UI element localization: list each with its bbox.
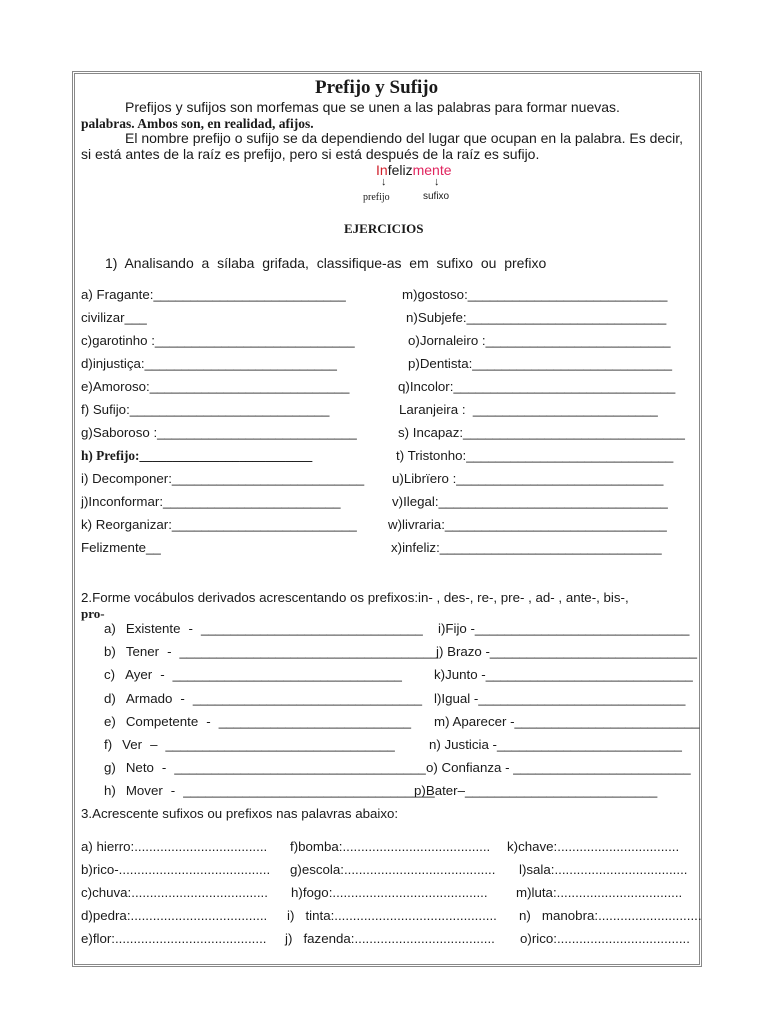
answer-blank[interactable]: ______________________________ (200, 621, 423, 636)
ex1-left-item (81, 540, 161, 555)
intro-line-1: Prefijos y sufijos son morfemas que se unen a las palabras para formar nuevas. (125, 99, 620, 115)
ex2-letter: e) (104, 713, 116, 729)
ex2-sep: - (206, 713, 211, 729)
arrow-down-icon: ↓ (434, 176, 440, 188)
ex2-right-item: o) Confianza - ________________________ (426, 760, 691, 776)
ex2-word: Tener (125, 644, 160, 660)
ex1-right-item (402, 287, 667, 302)
ex1-right-item (398, 379, 675, 394)
ex2-word: Neto (125, 760, 154, 776)
arrow-down-icon: ↓ (381, 176, 387, 188)
ex1-word: m)gostoso: (402, 287, 468, 302)
ex1-right-item (388, 517, 667, 532)
ex2-left-item (104, 621, 423, 636)
page-title: Prefijo y Sufijo (315, 77, 439, 98)
ex3-item: o)rico:.................................... (520, 931, 690, 947)
ex1-word: w)livraria: (388, 517, 445, 532)
answer-blank[interactable]: _________________________ (171, 517, 357, 532)
ex2-letter: d) (104, 690, 116, 706)
ex2-word: Competente (125, 713, 199, 729)
ex2-left-item (104, 644, 438, 659)
ex2-sep: - (170, 783, 176, 799)
answer-blank[interactable]: ____________________________ (466, 448, 674, 463)
ex2-left-item (104, 737, 395, 752)
ex1-word: v)Ilegal: (392, 494, 439, 509)
ex2-left-item (104, 691, 422, 706)
example-suffix-label: sufixo (423, 191, 450, 202)
ex1-left-item (81, 448, 312, 464)
example-word (376, 162, 452, 178)
ex3-item: c)chuva:..................................... (81, 885, 268, 901)
ex2-letter: h) (104, 783, 116, 799)
ex1-right-item (392, 494, 668, 509)
answer-blank[interactable]: ______________________________ (453, 379, 676, 394)
ex1-word: t) Tristonho: (396, 448, 467, 463)
ex1-left-item (81, 494, 341, 509)
ex1-left-item (81, 471, 364, 486)
ex2-letter: c) (104, 667, 116, 683)
answer-blank[interactable]: __________________________ (171, 471, 365, 486)
ex1-right-item (398, 425, 685, 440)
answer-blank[interactable]: __________________________ (153, 287, 346, 302)
answer-blank[interactable]: ______________________________ (444, 517, 667, 532)
ex2-sep: - (180, 690, 185, 706)
intro-line-2: palabras. Ambos son, en realidad, afijos. (81, 116, 314, 131)
answer-blank[interactable]: ___ (124, 310, 147, 325)
ex1-word: x)infeliz: (391, 540, 440, 555)
ex2-instruction: 2.Forme vocábulos derivados acrescentando os prefixos:in- , des-, re-, pre- , ad- , ante-, bis-, (81, 590, 629, 605)
ex3-item: b)rico-......................................... (81, 862, 271, 878)
ex1-right-item (408, 356, 672, 371)
ex2-right-item: p)Bater–__________________________ (414, 783, 658, 799)
ex1-word: e)Amoroso: (81, 379, 150, 394)
answer-blank[interactable]: _______________________________ (192, 690, 423, 706)
answer-blank[interactable]: _________________________ (485, 333, 671, 348)
ejercicios-heading: EJERCICIOS (344, 221, 424, 236)
ex3-item: i) tinta:............................................ (287, 908, 497, 924)
answer-blank[interactable]: __ (146, 540, 161, 555)
ex1-word: o)Jornaleiro : (408, 333, 486, 348)
ex3-item: a) hierro:.................................... (81, 839, 268, 854)
ex1-left-item (81, 379, 349, 394)
answer-blank[interactable]: __________________________ (139, 448, 313, 463)
ex3-item: e)flor:......................................... (81, 931, 267, 947)
ex3-item: m)luta:.................................. (516, 885, 683, 901)
ex1-word: j)Inconformar: (81, 494, 164, 509)
ex2-right-item: m) Aparecer -_________________________ (434, 713, 700, 729)
ex2-sep: - (161, 760, 167, 776)
ex2-word: Armado (125, 690, 173, 706)
answer-blank[interactable]: ___________________________ (472, 356, 672, 371)
ex2-right-item: j) Brazo -____________________________ (436, 644, 697, 660)
ex2-letter: a) (104, 621, 116, 636)
ex2-sep: - (188, 621, 193, 636)
ex3-item: g)escola:......................................... (290, 862, 496, 878)
ex1-instruction: 1) Analisando a sílaba grifada, classifique-as em sufixo ou prefixo (105, 255, 547, 271)
ex1-word: a) Fragante: (81, 287, 154, 302)
ex1-word: k) Reorganizar: (81, 517, 172, 532)
answer-blank[interactable]: ___________________________ (154, 333, 355, 348)
answer-blank[interactable]: __________________________________ (174, 760, 426, 776)
ex2-right-item: n) Justicia -_________________________ (429, 737, 682, 752)
ex1-right-item (396, 448, 673, 463)
ex2-right-item: i)Fijo -_____________________________ (438, 621, 690, 636)
ex1-right-item (399, 402, 658, 417)
answer-blank[interactable]: ______________________________ (439, 540, 662, 555)
ex1-word: g)Saboroso : (81, 425, 158, 440)
ex2-word: Ayer (125, 667, 153, 683)
ex2-right-item: k)Junto -____________________________ (434, 667, 693, 683)
answer-blank[interactable]: __________________________ (218, 713, 411, 729)
answer-blank[interactable]: ______________________________ (463, 425, 685, 440)
ex3-item: h)fogo:.......................................... (291, 885, 488, 901)
answer-blank[interactable]: __________________________________ (183, 783, 435, 799)
ex2-instruction-end: pro- (81, 606, 105, 621)
ex1-left-item (81, 517, 357, 532)
example-root: feliz (387, 162, 413, 178)
ex1-left-item (81, 333, 355, 348)
ex1-word: civilizar (81, 310, 125, 325)
ex2-sep: - (160, 667, 165, 683)
ex1-word: q)Incolor: (398, 379, 454, 394)
answer-blank[interactable]: ________________________ (163, 494, 341, 509)
answer-blank[interactable]: _________________________ (465, 402, 658, 417)
ex2-word: Ver (122, 737, 143, 752)
ex1-left-item (81, 310, 147, 325)
ex1-word: d)injustiça: (81, 356, 145, 371)
ex2-letter: f) (104, 737, 113, 752)
ex3-item: l)sala:.................................... (519, 862, 688, 878)
ex1-left-item (81, 402, 329, 417)
intro-line-3: El nombre prefijo o sufijo se da dependiendo del lugar que ocupan en la palabra. Es decir, (125, 130, 684, 146)
example-suffix: mente (412, 162, 452, 178)
ex1-word: u)Librïero : (392, 471, 457, 486)
ex3-item: n) manobra:............................ (519, 908, 702, 924)
answer-blank[interactable]: ___________________________ (129, 402, 330, 417)
ex1-left-item (81, 425, 357, 440)
ex1-word: c)garotinho : (81, 333, 155, 348)
ex2-left-item (104, 760, 426, 775)
answer-blank[interactable]: ____________________________ (456, 471, 664, 486)
example-prefix-label: prefijo (363, 192, 390, 203)
ex1-right-item (406, 310, 666, 325)
intro-line-4: si está antes de la raíz es prefijo, pero si está después de la raíz es sufijo. (81, 146, 540, 162)
ex1-right-item (392, 471, 663, 486)
ex1-right-item (391, 540, 662, 555)
ex1-right-item (408, 333, 671, 348)
ex2-right-item: l)Igual -____________________________ (434, 690, 686, 706)
ex1-word: s) Incapaz: (398, 425, 464, 440)
ex2-word: Mover (125, 783, 163, 799)
ex1-left-item (81, 356, 337, 371)
ex2-left-item (104, 667, 402, 682)
answer-blank[interactable]: ___________________________ (149, 379, 350, 394)
answer-blank[interactable]: ___________________________ (467, 287, 668, 302)
ex2-left-item (104, 714, 411, 729)
ex2-word: Existente (125, 621, 181, 636)
ex2-sep: – (150, 737, 158, 752)
ex1-word: Felizmente (81, 540, 147, 555)
ex1-word: f) Sufijo: (81, 402, 130, 417)
ex3-item: f)bomba:........................................ (290, 839, 491, 854)
ex1-word: i) Decomponer: (81, 471, 172, 486)
ex1-word: n)Subjefe: (406, 310, 467, 325)
example-prefix: In (376, 162, 388, 178)
ex2-letter: b) (104, 644, 116, 660)
ex1-word: p)Dentista: (408, 356, 473, 371)
ex1-word: h) Prefijo: (81, 448, 140, 463)
ex2-left-item (104, 783, 435, 798)
ex3-instruction: 3.Acrescente sufixos ou prefixos nas palavras abaixo: (81, 806, 399, 821)
ex3-item: k)chave:................................. (507, 839, 680, 854)
answer-blank[interactable]: __________________________ (144, 356, 337, 371)
answer-blank[interactable]: ___________________________________ (179, 644, 439, 660)
ex2-letter: g) (104, 760, 116, 776)
ex2-sep: - (167, 644, 172, 660)
answer-blank[interactable]: _______________________________ (172, 667, 402, 683)
answer-blank[interactable]: _______________________________ (438, 494, 668, 509)
answer-blank[interactable]: ___________________________ (466, 310, 667, 325)
answer-blank[interactable]: ___________________________ (157, 425, 357, 440)
ex3-item: d)pedra:..................................... (81, 908, 268, 924)
ex1-left-item (81, 287, 346, 302)
answer-blank[interactable]: _______________________________ (165, 737, 395, 752)
ex1-word: Laranjeira : (399, 402, 466, 417)
ex3-item: j) fazenda:...................................... (285, 931, 495, 947)
